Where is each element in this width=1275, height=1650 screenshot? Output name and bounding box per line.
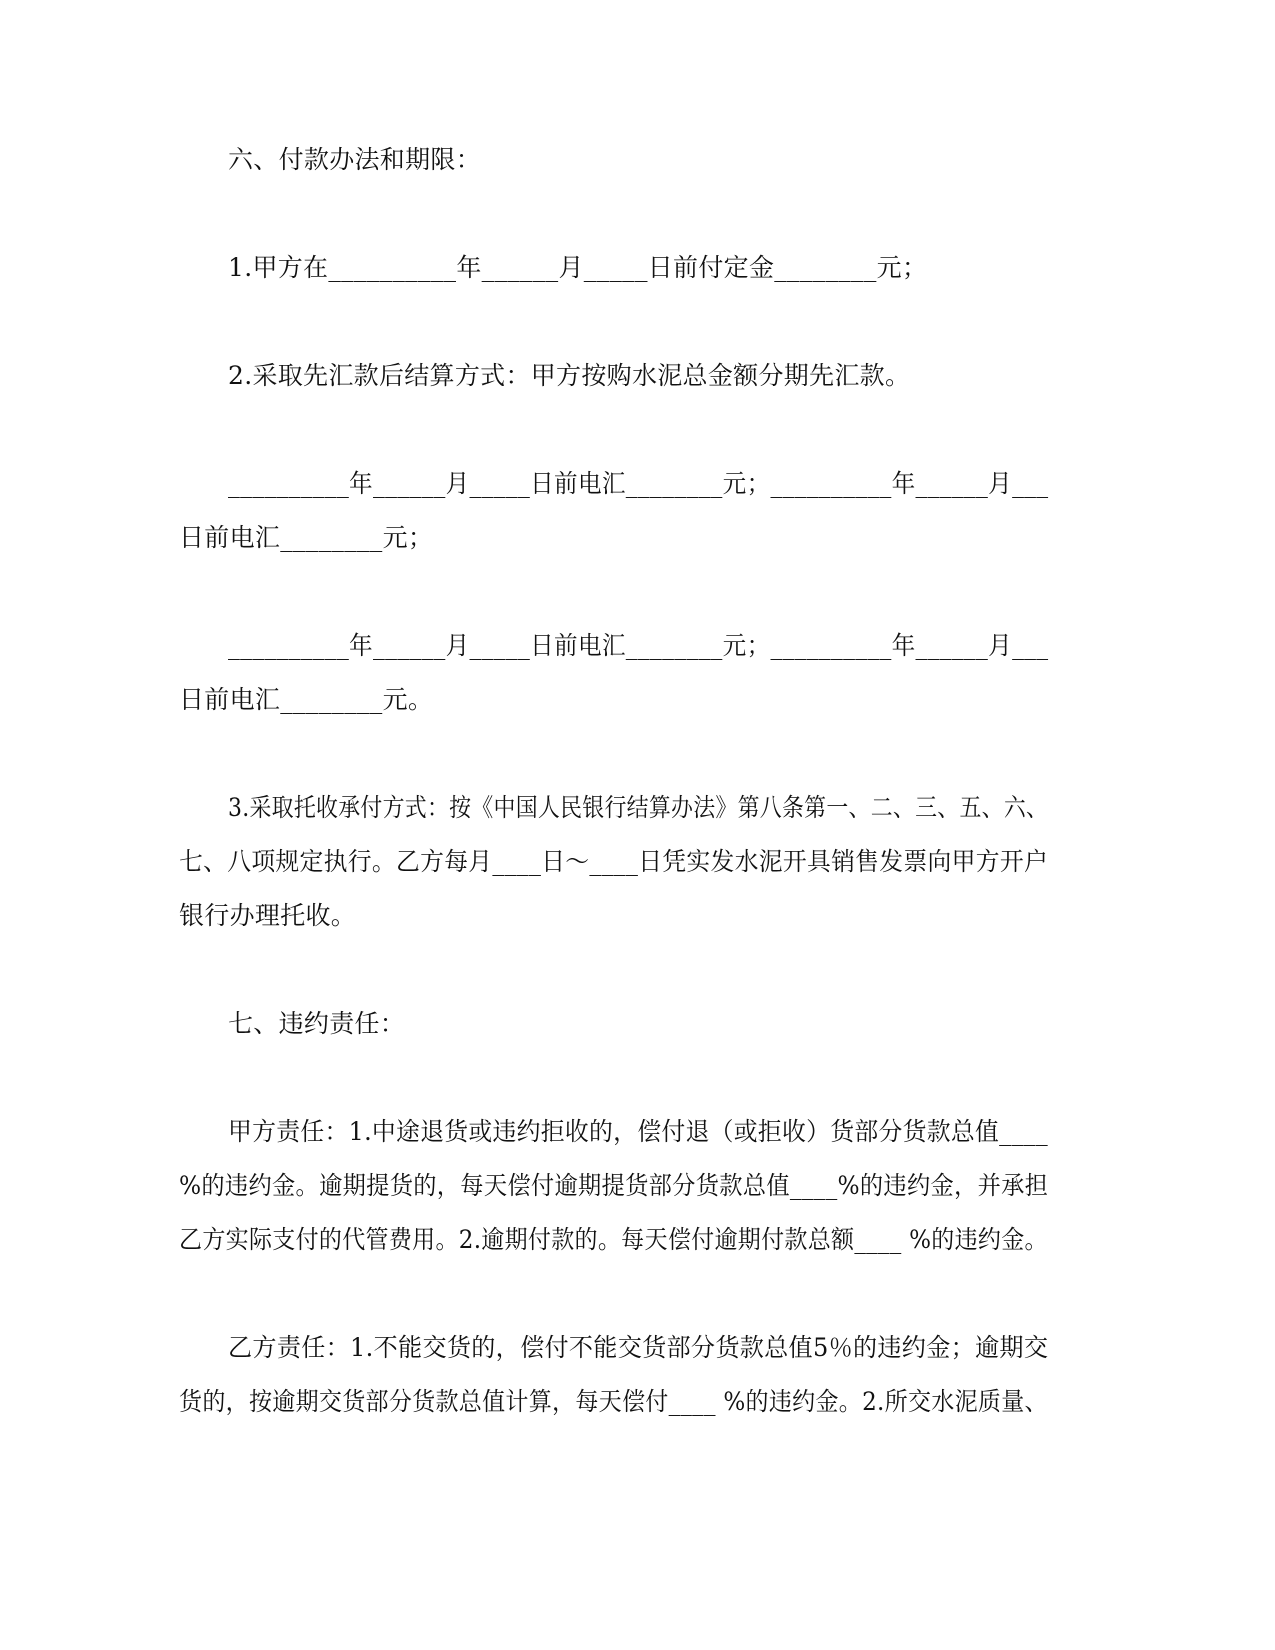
party-a-liability-cont-2: 乙方实际支付的代管费用。2.逾期付款的。每天偿付逾期付款总额____ %的违约金。 — [179, 1225, 1048, 1254]
party-a-liability: 甲方责任：1.中途退货或违约拒收的，偿付退（或拒收）货部分货款总值____ — [228, 1117, 1048, 1146]
installment-line-1: __________年______月_____日前电汇________元；__________年______月___ — [228, 469, 1049, 498]
installment-line-1-cont: 日前电汇________元； — [179, 523, 434, 552]
clause-collection-cont-1: 七、八项规定执行。乙方每月____日～____日凭实发水泥开具销售发票向甲方开户 — [179, 847, 1049, 876]
clause-deposit: 1.甲方在__________年______月_____日前付定金________元； — [228, 253, 928, 282]
party-b-liability-cont: 货的，按逾期交货部分货款总值计算，每天偿付____ %的违约金。2.所交水泥质量、 — [179, 1387, 1048, 1416]
installment-line-2: __________年______月_____日前电汇________元；__________年______月___ — [228, 631, 1049, 660]
party-b-liability: 乙方责任：1.不能交货的，偿付不能交货部分货款总值5％的违约金；逾期交 — [228, 1333, 1049, 1362]
section-heading-payment: 六、付款办法和期限： — [228, 145, 482, 174]
installment-line-2-cont: 日前电汇________元。 — [179, 685, 434, 714]
section-heading-liability: 七、违约责任： — [228, 1009, 406, 1038]
clause-collection: 3.采取托收承付方式：按《中国人民银行结算办法》第八条第一、二、三、五、六、 — [228, 793, 1049, 822]
clause-prepayment: 2.采取先汇款后结算方式：甲方按购水泥总金额分期先汇款。 — [228, 361, 911, 390]
party-a-liability-cont-1: %的违约金。逾期提货的，每天偿付逾期提货部分货款总值____%的违约金，并承担 — [179, 1171, 1049, 1200]
clause-collection-cont-2: 银行办理托收。 — [179, 901, 357, 930]
